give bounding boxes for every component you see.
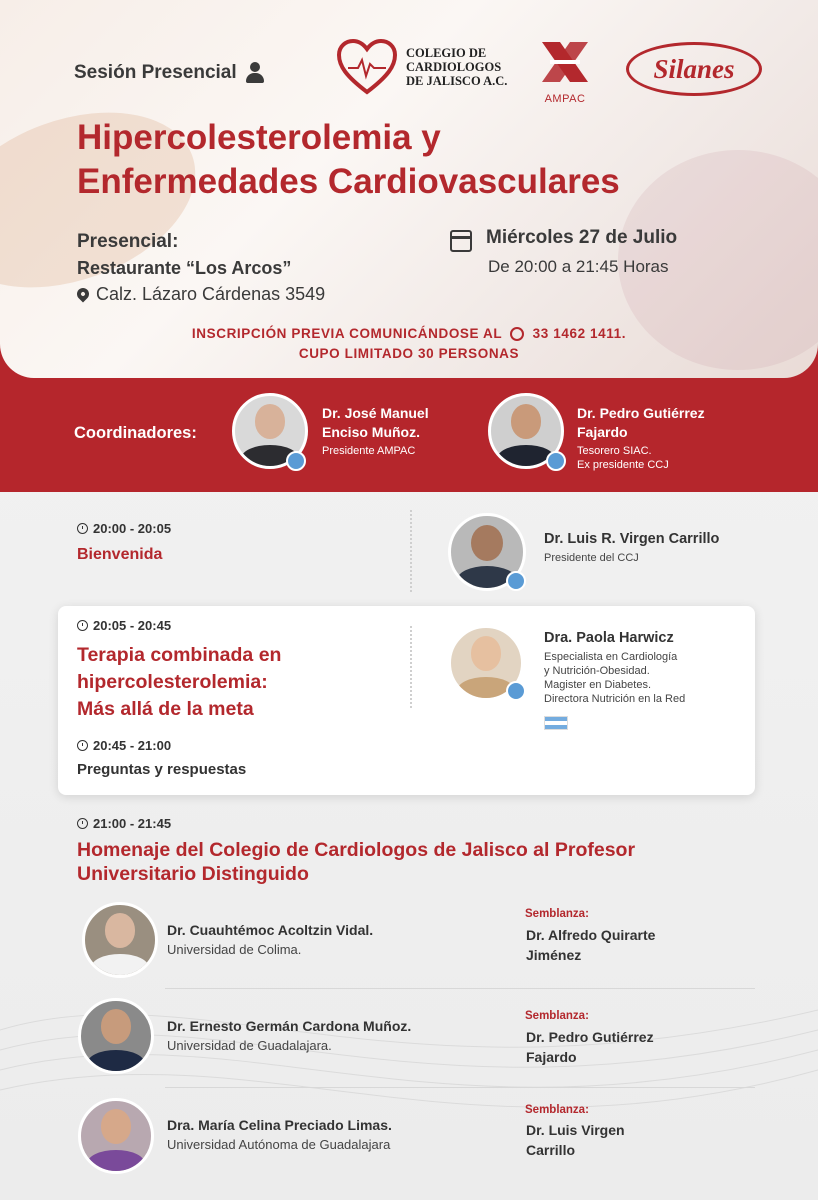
agenda-time-1: 20:00 - 20:05	[77, 521, 171, 536]
speaker-desc-2: Especialista en Cardiología y Nutrición-Obesidad. Magister en Diabetes. Directora Nutrición en la Red	[544, 651, 686, 705]
coordinator-1: Dr. José Manuel Enciso Muñoz. Presidente AMPAC	[322, 405, 429, 457]
divider	[410, 626, 412, 708]
clock-icon	[77, 818, 88, 829]
ccj-line-3: DE JALISCO A.C.	[406, 74, 508, 88]
title-line-2: Enfermedades Cardiovasculares	[77, 162, 620, 201]
microphone-icon	[506, 681, 526, 701]
agenda-title-2: Terapia combinada en hipercolesterolemia: Más allá de la meta	[77, 644, 282, 720]
semblanza-name-1: Dr. Alfredo Quirarte Jiménez	[526, 927, 656, 963]
coordinator-2: Dr. Pedro Gutiérrez Fajardo Tesorero SIAC. Ex presidente CCJ	[577, 405, 705, 471]
event-hours: De 20:00 a 21:45 Horas	[488, 257, 669, 276]
speaker-desc-1: Presidente del CCJ	[544, 552, 639, 564]
capacity-note: CUPO LIMITADO 30 PERSONAS	[298, 346, 520, 361]
ccj-logo	[336, 38, 507, 96]
honoree-uni-3: Universidad Autónoma de Guadalajara	[167, 1137, 391, 1152]
ampac-label: AMPAC	[544, 93, 586, 105]
honoree-name-3: Dra. María Celina Preciado Limas.	[167, 1117, 392, 1133]
person-icon	[245, 62, 265, 84]
phone-icon	[510, 327, 524, 341]
clock-icon	[77, 740, 88, 751]
agenda-time-2: 20:05 - 20:45	[77, 618, 171, 633]
event-title	[77, 116, 620, 204]
semblanza-label-3: Semblanza:	[525, 1104, 589, 1116]
semblanza-label-1: Semblanza:	[525, 908, 589, 920]
avatar	[78, 1098, 154, 1174]
location-pin-icon	[75, 286, 92, 303]
microphone-icon	[546, 451, 566, 471]
divider	[410, 510, 412, 592]
speaker-name-2: Dra. Paola Harwicz	[544, 630, 674, 646]
session-label: Sesión Presencial	[74, 62, 237, 83]
avatar	[82, 902, 158, 978]
clock-icon	[77, 523, 88, 534]
venue-mode: Presencial:	[77, 231, 179, 252]
inscription-phone[interactable]: 33 1462 1411.	[532, 326, 627, 341]
event-day: Miércoles 27 de Julio	[486, 227, 678, 248]
microphone-icon	[506, 571, 526, 591]
agenda-title-1: Bienvenida	[77, 546, 163, 563]
honoree-uni-1: Universidad de Colima.	[167, 942, 302, 957]
ampac-logo-icon	[538, 38, 592, 88]
qa-label: Preguntas y respuestas	[77, 761, 247, 778]
avatar	[78, 998, 154, 1074]
ampac-logo	[538, 38, 592, 105]
microphone-icon	[286, 451, 306, 471]
semblanza-label-2: Semblanza:	[525, 1010, 589, 1022]
venue-address: Calz. Lázaro Cárdenas 3549	[96, 284, 326, 304]
divider	[165, 988, 755, 989]
inscription-note	[0, 324, 818, 364]
session-type	[74, 62, 265, 84]
argentina-flag-icon	[544, 716, 568, 730]
speaker-name-1: Dr. Luis R. Virgen Carrillo	[544, 531, 720, 547]
divider	[165, 1087, 755, 1088]
venue-name: Restaurante “Los Arcos”	[77, 258, 292, 278]
inscription-text: INSCRIPCIÓN PREVIA COMUNICÁNDOSE AL	[191, 326, 502, 341]
title-line-1: Hipercolesterolemia y	[77, 118, 441, 157]
heart-logo-icon	[336, 38, 398, 96]
ccj-line-1: COLEGIO DE	[406, 46, 487, 60]
header-section	[0, 0, 818, 378]
silanes-logo	[626, 42, 762, 96]
honoree-name-2: Dr. Ernesto Germán Cardona Muñoz.	[167, 1018, 412, 1034]
honoree-name-1: Dr. Cuauhtémoc Acoltzin Vidal.	[167, 922, 374, 938]
homage-title: Homenaje del Colegio de Cardiologos de Jalisco al Profesor Universitario Distinguido	[77, 839, 636, 885]
silanes-text: Silanes	[653, 53, 735, 84]
homage-time: 21:00 - 21:45	[77, 816, 171, 831]
qa-time: 20:45 - 21:00	[77, 738, 171, 753]
calendar-icon	[450, 230, 472, 252]
semblanza-name-3: Dr. Luis Virgen Carrillo	[526, 1122, 625, 1158]
ccj-line-2: CARDIOLOGOS	[406, 60, 502, 74]
coordinators-label: Coordinadores:	[74, 424, 197, 442]
semblanza-name-2: Dr. Pedro Gutiérrez Fajardo	[526, 1029, 654, 1065]
venue-info	[77, 229, 325, 307]
honoree-uni-2: Universidad de Guadalajara.	[167, 1038, 332, 1053]
clock-icon	[77, 620, 88, 631]
